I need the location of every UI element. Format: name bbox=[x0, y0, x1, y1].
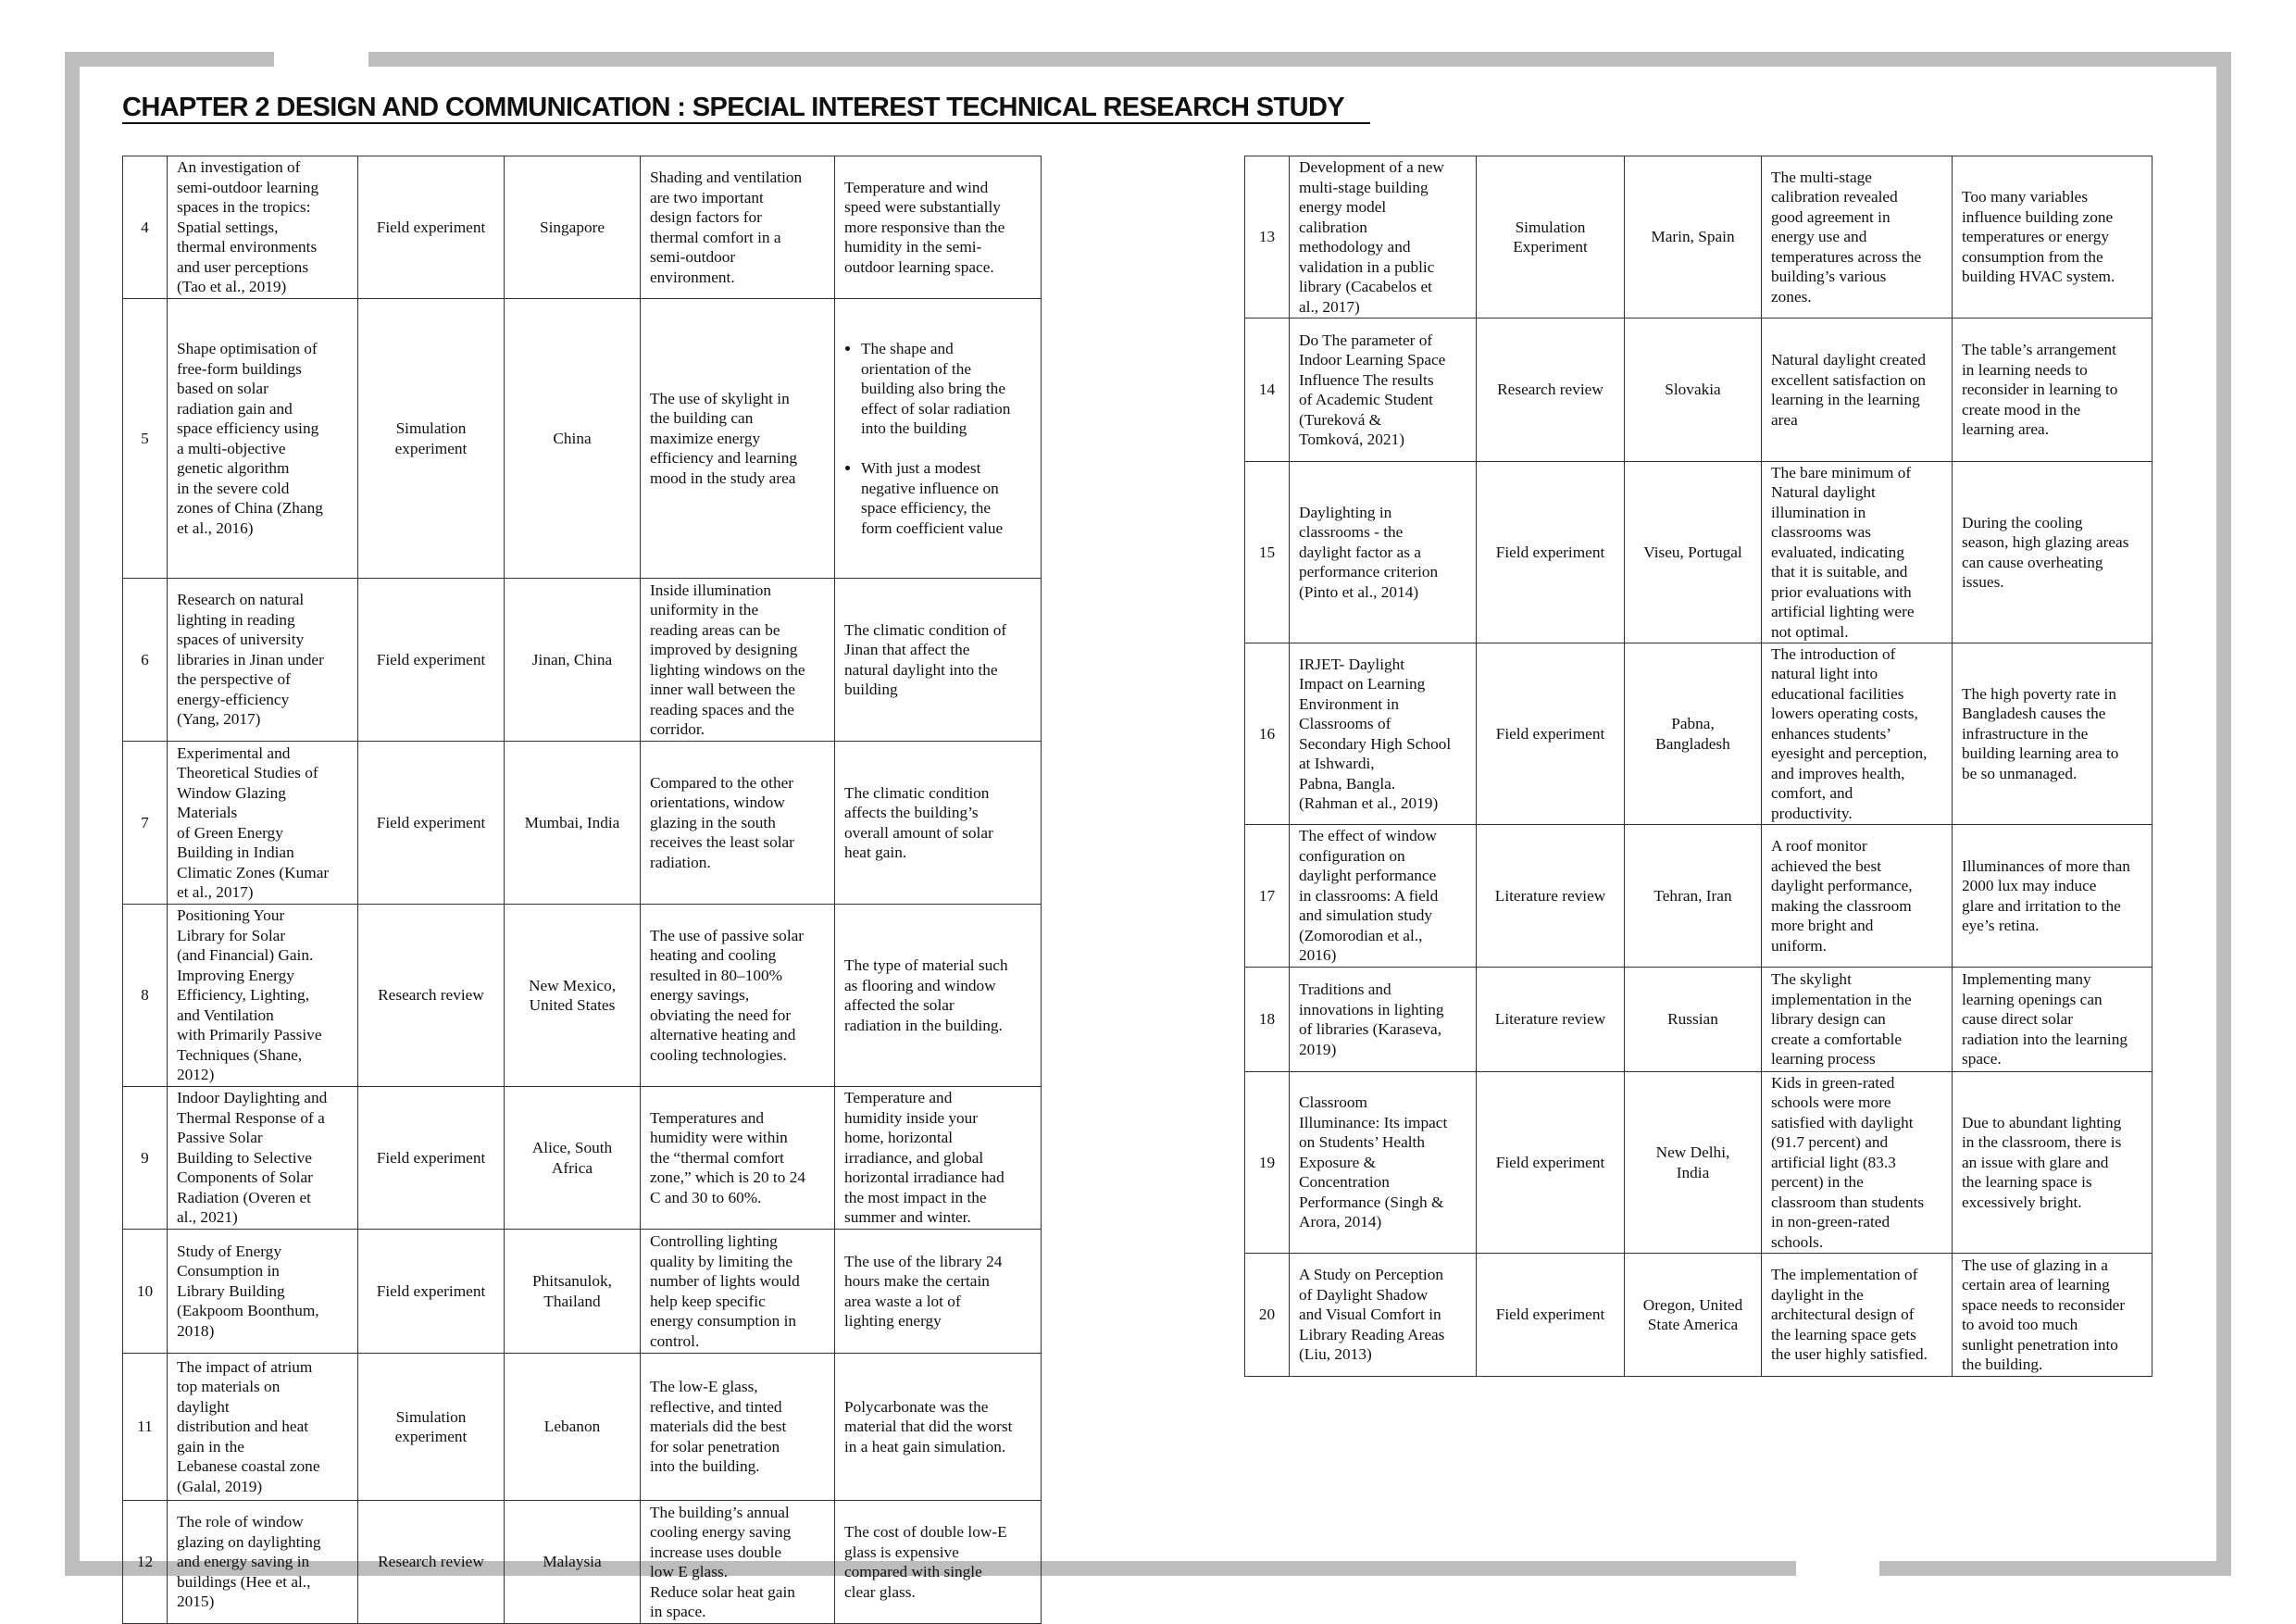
findings-cell: Inside illumination uniformity in the reading areas can be improved by designing lighting windows on the inner wall between the reading spaces and the corridor. bbox=[641, 579, 835, 742]
method-cell: Research review bbox=[358, 905, 505, 1087]
findings-cell: The use of passive solar heating and cooling resulted in 80–100% energy savings, obviating the need for alternative heating and cooling technologies. bbox=[641, 905, 835, 1087]
location-cell: Russian bbox=[1625, 968, 1762, 1072]
table-row bbox=[123, 905, 1042, 1087]
location-cell: New Mexico, United States bbox=[505, 905, 641, 1087]
table-row bbox=[1245, 156, 2152, 319]
table-row bbox=[1245, 825, 2152, 968]
table-row bbox=[123, 1087, 1042, 1230]
study-title: Daylighting in classrooms - the daylight factor as a performance criterion (Pinto et al., 2014) bbox=[1290, 462, 1477, 643]
limitation-cell: Implementing many learning openings can cause direct solar radiation into the learning space. bbox=[1953, 968, 2152, 1072]
row-number: 10 bbox=[123, 1230, 168, 1354]
limitation-bullet: • The shape and orientation of the building also bring the effect of solar radiation into the building bbox=[861, 339, 1031, 439]
findings-cell: Natural daylight created excellent satisfaction on learning in the learning area bbox=[1762, 319, 1953, 462]
method-cell: Field experiment bbox=[358, 1087, 505, 1230]
method-cell: Literature review bbox=[1477, 968, 1625, 1072]
findings-cell: Shading and ventilation are two important design factors for thermal comfort in a semi-outdoor environment. bbox=[641, 156, 835, 299]
title-underline bbox=[122, 122, 1370, 124]
limitation-cell: Temperature and humidity inside your home, horizontal irradiance, and global horizontal irradiance had the most impact in the summer and winter. bbox=[835, 1087, 1042, 1230]
row-number: 20 bbox=[1245, 1254, 1290, 1377]
right-studies-table bbox=[1244, 156, 2152, 1377]
table-row bbox=[1245, 1072, 2152, 1254]
location-cell: Phitsanulok, Thailand bbox=[505, 1230, 641, 1354]
location-cell: Tehran, Iran bbox=[1625, 825, 1762, 968]
row-number: 17 bbox=[1245, 825, 1290, 968]
left-studies-table bbox=[122, 156, 1042, 1624]
table-row bbox=[123, 1230, 1042, 1354]
findings-cell: Controlling lighting quality by limiting the number of lights would help keep specific energy consumption in control. bbox=[641, 1230, 835, 1354]
limitation-cell bbox=[835, 299, 1042, 579]
findings-cell: The bare minimum of Natural daylight illumination in classrooms was evaluated, indicating that it is suitable, and prior evaluations with artificial lighting were not optimal. bbox=[1762, 462, 1953, 643]
findings-cell: The multi-stage calibration revealed good agreement in energy use and temperatures across the building’s various zones. bbox=[1762, 156, 1953, 319]
location-cell: Slovakia bbox=[1625, 319, 1762, 462]
limitation-cell: The use of the library 24 hours make the certain area waste a lot of lighting energy bbox=[835, 1230, 1042, 1354]
row-number: 6 bbox=[123, 579, 168, 742]
page-frame-left bbox=[65, 52, 80, 1576]
row-number: 14 bbox=[1245, 319, 1290, 462]
location-cell: Jinan, China bbox=[505, 579, 641, 742]
table-row bbox=[123, 156, 1042, 299]
table-row bbox=[123, 299, 1042, 579]
method-cell: Research review bbox=[1477, 319, 1625, 462]
study-title: IRJET- Daylight Impact on Learning Environment in Classrooms of Secondary High School at Ishwardi, Pabna, Bangla. (Rahman et al., 2019) bbox=[1290, 643, 1477, 825]
method-cell: Research review bbox=[358, 1501, 505, 1624]
table-row bbox=[1245, 1254, 2152, 1377]
table-row bbox=[123, 1501, 1042, 1624]
limitation-bullet: • With just a modest negative influence on space efficiency, the form coefficient value bbox=[861, 458, 1031, 538]
limitation-cell: Too many variables influence building zone temperatures or energy consumption from the building HVAC system. bbox=[1953, 156, 2152, 319]
findings-cell: Kids in green-rated schools were more satisfied with daylight (91.7 percent) and artificial light (83.3 percent) in the classroom than students in non-green-rated schools. bbox=[1762, 1072, 1953, 1254]
row-number: 7 bbox=[123, 742, 168, 905]
location-cell: Mumbai, India bbox=[505, 742, 641, 905]
findings-cell: The use of skylight in the building can maximize energy efficiency and learning mood in the study area bbox=[641, 299, 835, 579]
study-title: A Study on Perception of Daylight Shadow and Visual Comfort in Library Reading Areas (Liu, 2013) bbox=[1290, 1254, 1477, 1377]
limitation-bullet-list bbox=[844, 319, 1031, 558]
study-title: The effect of window configuration on daylight performance in classrooms: A field and simulation study (Zomorodian et al., 2016) bbox=[1290, 825, 1477, 968]
study-title: Indoor Daylighting and Thermal Response of a Passive Solar Building to Selective Components of Solar Radiation (Overen et al., 2021) bbox=[168, 1087, 358, 1230]
study-title: Classroom Illuminance: Its impact on Students’ Health Exposure & Concentration Performance (Singh & Arora, 2014) bbox=[1290, 1072, 1477, 1254]
location-cell: Singapore bbox=[505, 156, 641, 299]
location-cell: Malaysia bbox=[505, 1501, 641, 1624]
limitation-cell: The table’s arrangement in learning needs to reconsider in learning to create mood in the learning area. bbox=[1953, 319, 2152, 462]
study-title: Traditions and innovations in lighting of libraries (Karaseva, 2019) bbox=[1290, 968, 1477, 1072]
limitation-cell: The high poverty rate in Bangladesh causes the infrastructure in the building learning area to be so unmanaged. bbox=[1953, 643, 2152, 825]
table-row bbox=[1245, 319, 2152, 462]
method-cell: Field experiment bbox=[358, 1230, 505, 1354]
page-frame-right bbox=[2216, 52, 2231, 1576]
row-number: 12 bbox=[123, 1501, 168, 1624]
limitation-cell: The type of material such as flooring and window affected the solar radiation in the building. bbox=[835, 905, 1042, 1087]
study-title: Development of a new multi-stage building energy model calibration methodology and validation in a public library (Cacabelos et al., 2017) bbox=[1290, 156, 1477, 319]
table-row bbox=[123, 1354, 1042, 1501]
method-cell: Field experiment bbox=[1477, 1254, 1625, 1377]
method-cell: Field experiment bbox=[358, 579, 505, 742]
location-cell: New Delhi, India bbox=[1625, 1072, 1762, 1254]
location-cell: Marin, Spain bbox=[1625, 156, 1762, 319]
findings-cell: Temperatures and humidity were within the “thermal comfort zone,” which is 20 to 24 C and 30 to 60%. bbox=[641, 1087, 835, 1230]
location-cell: Pabna, Bangladesh bbox=[1625, 643, 1762, 825]
method-cell: Simulation experiment bbox=[358, 299, 505, 579]
study-title: The impact of atrium top materials on daylight distribution and heat gain in the Lebanese coastal zone (Galal, 2019) bbox=[168, 1354, 358, 1501]
row-number: 19 bbox=[1245, 1072, 1290, 1254]
findings-cell: The introduction of natural light into educational facilities lowers operating costs, enhances students’ eyesight and perception, and improves health, comfort, and productivity. bbox=[1762, 643, 1953, 825]
findings-cell: Compared to the other orientations, window glazing in the south receives the least solar radiation. bbox=[641, 742, 835, 905]
limitation-cell: The use of glazing in a certain area of learning space needs to reconsider to avoid too much sunlight penetration into the building. bbox=[1953, 1254, 2152, 1377]
method-cell: Simulation experiment bbox=[358, 1354, 505, 1501]
method-cell: Field experiment bbox=[358, 156, 505, 299]
study-title: Shape optimisation of free-form buildings based on solar radiation gain and space efficiency using a multi-objective genetic algorithm in the severe cold zones of China (Zhang et al., 2016) bbox=[168, 299, 358, 579]
limitation-cell: The climatic condition of Jinan that affect the natural daylight into the building bbox=[835, 579, 1042, 742]
limitation-cell: The cost of double low-E glass is expensive compared with single clear glass. bbox=[835, 1501, 1042, 1624]
page-frame-top-right bbox=[368, 52, 2231, 67]
row-number: 15 bbox=[1245, 462, 1290, 643]
row-number: 9 bbox=[123, 1087, 168, 1230]
row-number: 18 bbox=[1245, 968, 1290, 1072]
limitation-cell: Temperature and wind speed were substantially more responsive than the humidity in the semi- outdoor learning space. bbox=[835, 156, 1042, 299]
findings-cell: The low-E glass, reflective, and tinted materials did the best for solar penetration into the building. bbox=[641, 1354, 835, 1501]
findings-cell: The skylight implementation in the library design can create a comfortable learning process bbox=[1762, 968, 1953, 1072]
row-number: 8 bbox=[123, 905, 168, 1087]
method-cell: Field experiment bbox=[1477, 643, 1625, 825]
study-title: Study of Energy Consumption in Library Building (Eakpoom Boonthum, 2018) bbox=[168, 1230, 358, 1354]
limitation-cell: The climatic condition affects the building’s overall amount of solar heat gain. bbox=[835, 742, 1042, 905]
table-row bbox=[1245, 462, 2152, 643]
study-title: The role of window glazing on daylighting and energy saving in buildings (Hee et al., 2015) bbox=[168, 1501, 358, 1624]
limitation-cell: Due to abundant lighting in the classroom, there is an issue with glare and the learning space is excessively bright. bbox=[1953, 1072, 2152, 1254]
method-cell: Field experiment bbox=[1477, 462, 1625, 643]
method-cell: Simulation Experiment bbox=[1477, 156, 1625, 319]
page-title: CHAPTER 2 DESIGN AND COMMUNICATION : SPECIAL INTEREST TECHNICAL RESEARCH STUDY bbox=[122, 93, 1345, 122]
limitation-cell: Illuminances of more than 2000 lux may induce glare and irritation to the eye’s retina. bbox=[1953, 825, 2152, 968]
location-cell: Lebanon bbox=[505, 1354, 641, 1501]
row-number: 4 bbox=[123, 156, 168, 299]
table-row bbox=[123, 742, 1042, 905]
limitation-cell: During the cooling season, high glazing areas can cause overheating issues. bbox=[1953, 462, 2152, 643]
row-number: 5 bbox=[123, 299, 168, 579]
page-frame-top-left bbox=[65, 52, 274, 67]
findings-cell: A roof monitor achieved the best daylight performance, making the classroom more bright and uniform. bbox=[1762, 825, 1953, 968]
table-row bbox=[1245, 968, 2152, 1072]
study-title: Experimental and Theoretical Studies of Window Glazing Materials of Green Energy Building in Indian Climatic Zones (Kumar et al., 2017) bbox=[168, 742, 358, 905]
row-number: 11 bbox=[123, 1354, 168, 1501]
row-number: 16 bbox=[1245, 643, 1290, 825]
table-row bbox=[123, 579, 1042, 742]
study-title: Do The parameter of Indoor Learning Space Influence The results of Academic Student (Tureková & Tomková, 2021) bbox=[1290, 319, 1477, 462]
study-title: Positioning Your Library for Solar (and Financial) Gain. Improving Energy Efficiency, Lighting, and Ventilation with Primarily Passive Techniques (Shane, 2012) bbox=[168, 905, 358, 1087]
method-cell: Field experiment bbox=[1477, 1072, 1625, 1254]
findings-cell: The implementation of daylight in the architectural design of the learning space gets the user highly satisfied. bbox=[1762, 1254, 1953, 1377]
limitation-cell: Polycarbonate was the material that did the worst in a heat gain simulation. bbox=[835, 1354, 1042, 1501]
method-cell: Field experiment bbox=[358, 742, 505, 905]
row-number: 13 bbox=[1245, 156, 1290, 319]
location-cell: Alice, South Africa bbox=[505, 1087, 641, 1230]
location-cell: China bbox=[505, 299, 641, 579]
table-row bbox=[1245, 643, 2152, 825]
location-cell: Viseu, Portugal bbox=[1625, 462, 1762, 643]
method-cell: Literature review bbox=[1477, 825, 1625, 968]
study-title: An investigation of semi-outdoor learning spaces in the tropics: Spatial settings, thermal environments and user perceptions (Tao et al., 2019) bbox=[168, 156, 358, 299]
page-frame-notch bbox=[1796, 1561, 1879, 1576]
findings-cell: The building’s annual cooling energy saving increase uses double low E glass. Reduce solar heat gain in space. bbox=[641, 1501, 835, 1624]
study-title: Research on natural lighting in reading spaces of university libraries in Jinan under the perspective of energy-efficiency (Yang, 2017) bbox=[168, 579, 358, 742]
location-cell: Oregon, United State America bbox=[1625, 1254, 1762, 1377]
